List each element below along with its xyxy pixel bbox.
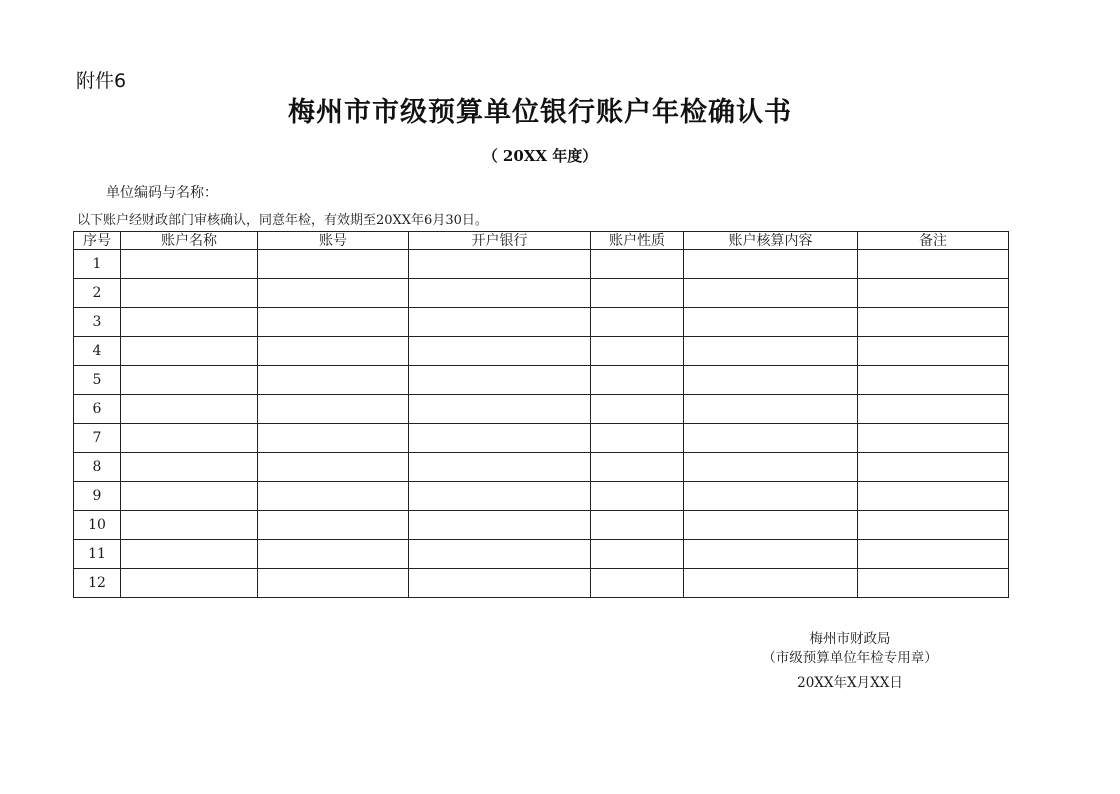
row-index: 10 (74, 511, 121, 540)
year-label: （ 20XX 年度） (482, 147, 598, 165)
cell-remarks[interactable] (858, 395, 1009, 424)
cell-account-number[interactable] (258, 453, 409, 482)
confirmation-notice: 以下账户经财政部门审核确认，同意年检，有效期至20XX年6月30日。 (77, 213, 488, 228)
cell-accounting-content[interactable] (684, 453, 858, 482)
cell-account-type[interactable] (591, 482, 684, 511)
cell-account-type[interactable] (591, 366, 684, 395)
cell-account-name[interactable] (121, 540, 258, 569)
table-row (74, 395, 1009, 424)
cell-account-name[interactable] (121, 511, 258, 540)
table-row (74, 366, 1009, 395)
cell-accounting-content[interactable] (684, 250, 858, 279)
cell-account-name[interactable] (121, 308, 258, 337)
cell-bank[interactable] (409, 279, 591, 308)
document-title: 梅州市市级预算单位银行账户年检确认书 (288, 97, 792, 128)
cell-remarks[interactable] (858, 453, 1009, 482)
cell-bank[interactable] (409, 337, 591, 366)
cell-remarks[interactable] (858, 279, 1009, 308)
cell-remarks[interactable] (858, 482, 1009, 511)
table-row (74, 279, 1009, 308)
table-header-row (74, 232, 1009, 250)
cell-account-type[interactable] (591, 250, 684, 279)
cell-bank[interactable] (409, 453, 591, 482)
cell-account-number[interactable] (258, 569, 409, 598)
cell-accounting-content[interactable] (684, 308, 858, 337)
row-index: 12 (74, 569, 121, 598)
cell-accounting-content[interactable] (684, 540, 858, 569)
cell-remarks[interactable] (858, 424, 1009, 453)
cell-account-type[interactable] (591, 395, 684, 424)
cell-remarks[interactable] (858, 366, 1009, 395)
cell-account-name[interactable] (121, 337, 258, 366)
row-index: 5 (74, 366, 121, 395)
cell-remarks[interactable] (858, 540, 1009, 569)
cell-account-type[interactable] (591, 279, 684, 308)
cell-account-type[interactable] (591, 511, 684, 540)
header-index: 序号 (74, 232, 121, 250)
header-bank: 开户银行 (409, 232, 591, 250)
cell-bank[interactable] (409, 540, 591, 569)
row-index: 3 (74, 308, 121, 337)
cell-account-type[interactable] (591, 569, 684, 598)
table-row (74, 482, 1009, 511)
cell-account-number[interactable] (258, 337, 409, 366)
table-body (74, 250, 1009, 598)
unit-code-name-label: 单位编码与名称： (106, 185, 218, 201)
row-index: 1 (74, 250, 121, 279)
cell-account-name[interactable] (121, 366, 258, 395)
seal-label: （市级预算单位年检专用章） (762, 650, 938, 666)
table-row (74, 540, 1009, 569)
cell-account-type[interactable] (591, 424, 684, 453)
table-row (74, 511, 1009, 540)
cell-accounting-content[interactable] (684, 366, 858, 395)
cell-bank[interactable] (409, 366, 591, 395)
cell-account-name[interactable] (121, 569, 258, 598)
header-account-name: 账户名称 (121, 232, 258, 250)
cell-bank[interactable] (409, 569, 591, 598)
cell-bank[interactable] (409, 308, 591, 337)
cell-remarks[interactable] (858, 337, 1009, 366)
cell-account-number[interactable] (258, 395, 409, 424)
cell-account-type[interactable] (591, 337, 684, 366)
row-index: 7 (74, 424, 121, 453)
row-index: 4 (74, 337, 121, 366)
cell-bank[interactable] (409, 250, 591, 279)
cell-remarks[interactable] (858, 511, 1009, 540)
cell-account-number[interactable] (258, 482, 409, 511)
cell-account-number[interactable] (258, 250, 409, 279)
account-table (73, 231, 1009, 598)
header-account-number: 账号 (258, 232, 409, 250)
cell-account-number[interactable] (258, 308, 409, 337)
row-index: 9 (74, 482, 121, 511)
row-index: 8 (74, 453, 121, 482)
cell-remarks[interactable] (858, 250, 1009, 279)
cell-account-number[interactable] (258, 540, 409, 569)
cell-accounting-content[interactable] (684, 395, 858, 424)
cell-accounting-content[interactable] (684, 279, 858, 308)
cell-account-type[interactable] (591, 540, 684, 569)
cell-accounting-content[interactable] (684, 569, 858, 598)
cell-accounting-content[interactable] (684, 511, 858, 540)
cell-accounting-content[interactable] (684, 482, 858, 511)
cell-account-number[interactable] (258, 279, 409, 308)
cell-account-number[interactable] (258, 366, 409, 395)
cell-remarks[interactable] (858, 569, 1009, 598)
cell-account-type[interactable] (591, 453, 684, 482)
cell-bank[interactable] (409, 395, 591, 424)
cell-bank[interactable] (409, 511, 591, 540)
table-row (74, 250, 1009, 279)
cell-account-name[interactable] (121, 395, 258, 424)
cell-account-number[interactable] (258, 424, 409, 453)
issuer-name: 梅州市财政局 (809, 631, 891, 647)
table-row (74, 308, 1009, 337)
row-index: 6 (74, 395, 121, 424)
cell-bank[interactable] (409, 482, 591, 511)
cell-account-type[interactable] (591, 308, 684, 337)
cell-account-name[interactable] (121, 482, 258, 511)
table-row (74, 453, 1009, 482)
cell-account-name[interactable] (121, 279, 258, 308)
table-row (74, 337, 1009, 366)
cell-account-number[interactable] (258, 511, 409, 540)
cell-remarks[interactable] (858, 308, 1009, 337)
row-index: 2 (74, 279, 121, 308)
table-row (74, 569, 1009, 598)
table-row (74, 424, 1009, 453)
attachment-label: 附件6 (76, 70, 127, 92)
cell-account-name[interactable] (121, 453, 258, 482)
row-index: 11 (74, 540, 121, 569)
header-accounting-content: 账户核算内容 (684, 232, 858, 250)
cell-account-name[interactable] (121, 424, 258, 453)
cell-accounting-content[interactable] (684, 337, 858, 366)
header-account-type: 账户性质 (591, 232, 684, 250)
cell-account-name[interactable] (121, 250, 258, 279)
issue-date: 20XX年X月XX日 (797, 675, 903, 691)
cell-bank[interactable] (409, 424, 591, 453)
header-remarks: 备注 (858, 232, 1009, 250)
cell-accounting-content[interactable] (684, 424, 858, 453)
